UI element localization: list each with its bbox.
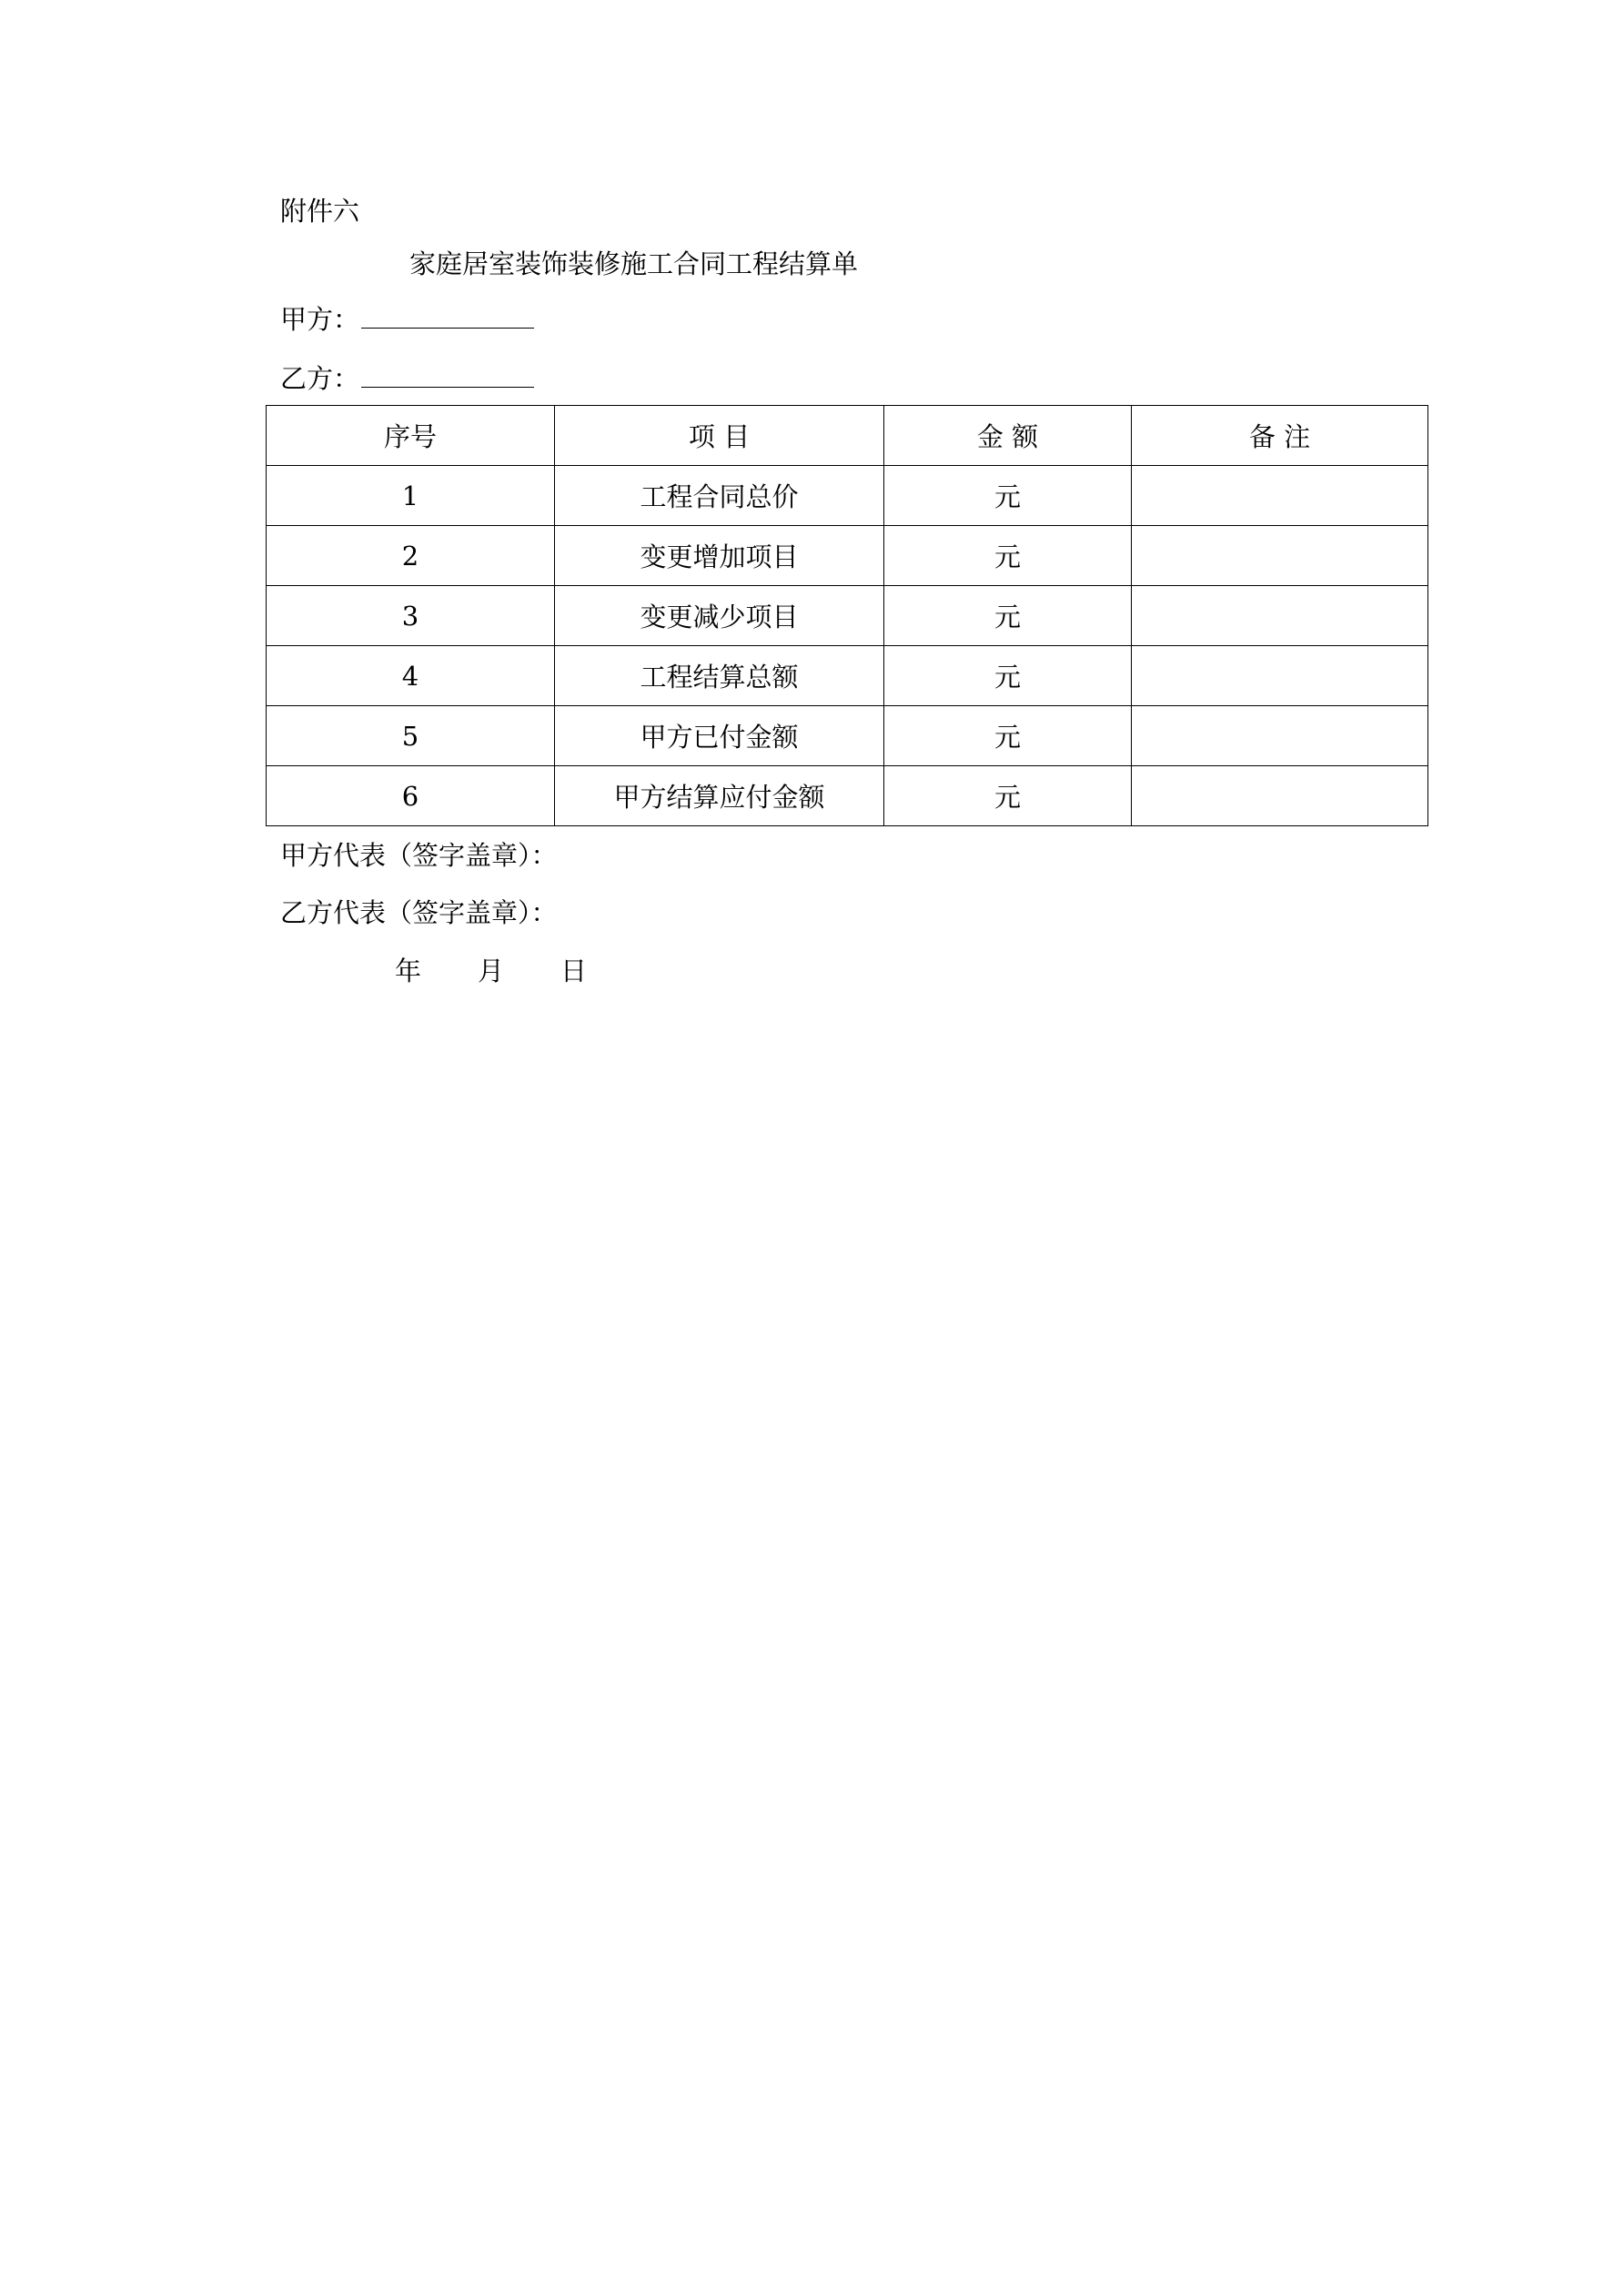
row-amount: 元 bbox=[884, 466, 1132, 526]
row-number: 6 bbox=[267, 766, 555, 826]
row-note bbox=[1132, 586, 1428, 646]
row-note bbox=[1132, 766, 1428, 826]
party-b-blank-field bbox=[361, 361, 534, 388]
row-number: 4 bbox=[267, 646, 555, 706]
date-day-label: 日 bbox=[560, 956, 588, 986]
date-month-label: 月 bbox=[478, 956, 505, 986]
row-amount: 元 bbox=[884, 586, 1132, 646]
row-note bbox=[1132, 706, 1428, 766]
document-title: 家庭居室装饰装修施工合同工程结算单 bbox=[409, 248, 859, 279]
party-a-signature-label: 甲方代表（签字盖章）： bbox=[280, 840, 558, 871]
row-number: 2 bbox=[267, 526, 555, 586]
party-a-line bbox=[280, 301, 534, 338]
table-header-row bbox=[267, 406, 1428, 466]
row-item: 甲方已付金额 bbox=[555, 706, 884, 766]
row-amount: 元 bbox=[884, 706, 1132, 766]
row-number: 3 bbox=[267, 586, 555, 646]
header-amount: 金 额 bbox=[884, 406, 1132, 466]
table-row bbox=[267, 706, 1428, 766]
party-b-label: 乙方： bbox=[280, 363, 360, 394]
row-item: 变更减少项目 bbox=[555, 586, 884, 646]
header-note: 备 注 bbox=[1132, 406, 1428, 466]
date-year-label: 年 bbox=[395, 956, 422, 986]
row-item: 工程合同总价 bbox=[555, 466, 884, 526]
row-amount: 元 bbox=[884, 526, 1132, 586]
row-item: 甲方结算应付金额 bbox=[555, 766, 884, 826]
settlement-table bbox=[266, 405, 1428, 826]
table-row bbox=[267, 586, 1428, 646]
row-number: 1 bbox=[267, 466, 555, 526]
party-b-signature-label: 乙方代表（签字盖章）： bbox=[280, 897, 558, 928]
row-note bbox=[1132, 466, 1428, 526]
row-item: 工程结算总额 bbox=[555, 646, 884, 706]
party-a-label: 甲方： bbox=[280, 304, 360, 335]
table-row bbox=[267, 526, 1428, 586]
header-item: 项 目 bbox=[555, 406, 884, 466]
table-row bbox=[267, 466, 1428, 526]
table-row bbox=[267, 766, 1428, 826]
party-a-blank-field bbox=[361, 302, 534, 329]
header-number: 序号 bbox=[267, 406, 555, 466]
row-note bbox=[1132, 526, 1428, 586]
row-amount: 元 bbox=[884, 766, 1132, 826]
attachment-label: 附件六 bbox=[280, 196, 360, 227]
row-number: 5 bbox=[267, 706, 555, 766]
row-amount: 元 bbox=[884, 646, 1132, 706]
date-line bbox=[395, 953, 587, 989]
row-item: 变更增加项目 bbox=[555, 526, 884, 586]
row-note bbox=[1132, 646, 1428, 706]
table-row bbox=[267, 646, 1428, 706]
party-b-line bbox=[280, 360, 534, 397]
